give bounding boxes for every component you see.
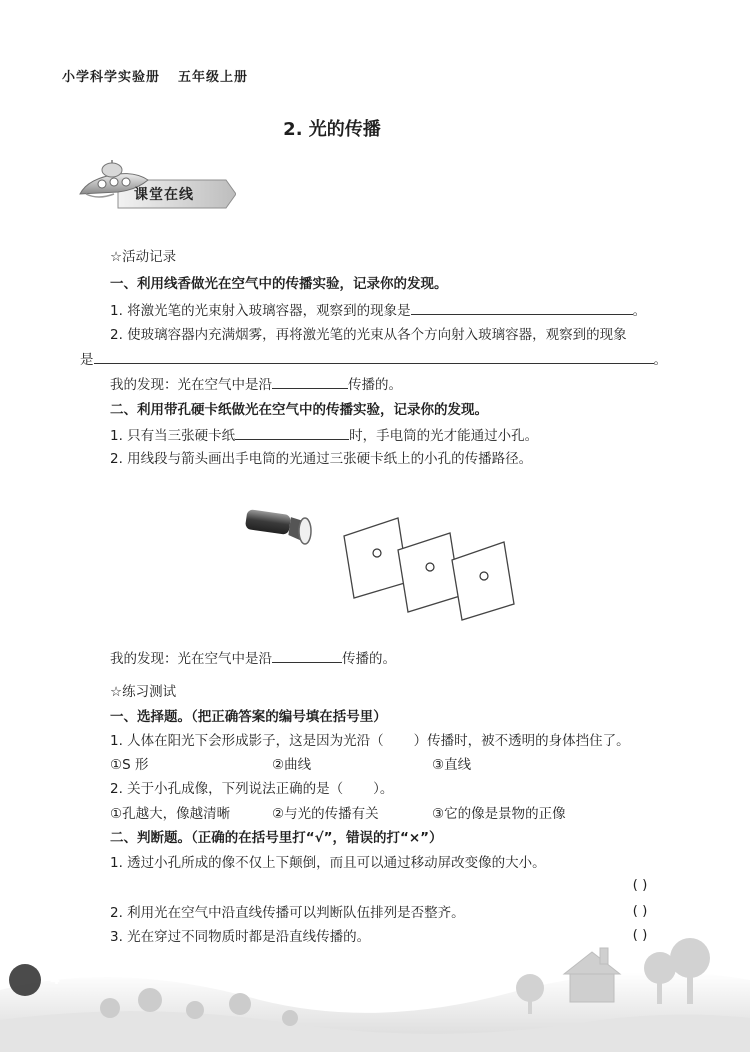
judge-q2-answer[interactable]: ( ) (632, 903, 648, 919)
flashlight-icon (245, 509, 311, 544)
choice-q1-option-3: ③直线 (432, 757, 472, 773)
part2-q2: 2. 用线段与箭头画出手电筒的光通过三张硬卡纸上的小孔的传播路径。 (110, 451, 533, 467)
finding-suffix: 传播的。 (342, 651, 396, 667)
lesson-title: 2. 光的传播 (283, 119, 381, 140)
part1-heading: 一、利用线香做光在空气中的传播实验，记录你的发现。 (110, 276, 448, 292)
period: 。 (653, 352, 667, 368)
part2-q1-suffix: 时，手电筒的光才能通过小孔。 (349, 428, 539, 444)
part1-q1-text: 1. 将激光笔的光束射入玻璃容器，观察到的现象是 (110, 303, 411, 319)
period: 。 (632, 303, 647, 319)
judge-heading: 二、判断题。（正确的在括号里打“√”，错误的打“×”） (110, 830, 443, 846)
judge-q3: 3. 光在穿过不同物质时都是沿直线传播的。 (110, 929, 371, 945)
flashlight-cards-illustration (240, 498, 540, 628)
part1-q1 (110, 300, 646, 321)
activity-heading: ☆活动记录 (110, 249, 177, 265)
footer-scenery (0, 930, 750, 1052)
part2-q1 (110, 425, 538, 446)
house-icon (564, 948, 620, 1002)
choice-q1-option-2: ②曲线 (272, 757, 312, 773)
choice-q2-suffix: ）。 (373, 781, 394, 797)
card-3 (452, 542, 514, 620)
page-number: 4 (50, 972, 60, 988)
choice-q2-option-3: ③它的像是景物的正像 (432, 806, 566, 822)
judge-q3-answer[interactable]: ( ) (632, 927, 648, 943)
section-badge-label: 课堂在线 (134, 187, 194, 203)
choice-q2-option-1: ①孔越大，像越清晰 (110, 806, 231, 822)
part1-q1-blank[interactable] (411, 300, 633, 315)
choice-heading: 一、选择题。（把正确答案的编号填在括号里） (110, 709, 387, 725)
judge-q1: 1. 透过小孔所成的像不仅上下颠倒，而且可以通过移动屏改变像的大小。 (110, 855, 546, 871)
part2-heading: 二、利用带孔硬卡纸做光在空气中的传播实验，记录你的发现。 (110, 402, 488, 418)
card-2 (398, 533, 460, 612)
finding-suffix: 传播的。 (348, 377, 402, 393)
part1-q2: 2. 使玻璃容器内充满烟雾，再将激光笔的光束从各个方向射入玻璃容器，观察到的现象 (110, 327, 627, 343)
part2-finding-blank[interactable] (272, 648, 342, 663)
choice-q2-prefix: 2. 关于小孔成像，下列说法正确的是（ (110, 781, 344, 797)
practice-heading: ☆练习测试 (110, 684, 177, 700)
part1-finding-blank[interactable] (272, 374, 348, 389)
choice-q1-suffix: ）传播时，被不透明的身体挡住了。 (413, 733, 630, 749)
part2-finding (110, 648, 396, 669)
choice-q1-option-1: ①S 形 (110, 757, 149, 773)
choice-q2-option-2: ②与光的传播有关 (272, 806, 379, 822)
choice-q2 (110, 779, 393, 799)
part2-q1-prefix: 1. 只有当三张硬卡纸 (110, 428, 236, 444)
part1-q2-blank[interactable] (94, 349, 654, 364)
book-title: 小学科学实验册 (62, 70, 161, 85)
choice-q1-prefix: 1. 人体在阳光下会形成影子，这是因为光沿（ (110, 733, 384, 749)
book-header (62, 66, 248, 85)
judge-q2: 2. 利用光在空气中沿直线传播可以判断队伍排列是否整齐。 (110, 905, 465, 921)
finding-prefix: 我的发现：光在空气中是沿 (110, 651, 272, 667)
part2-q1-blank[interactable] (235, 425, 349, 440)
part1-finding (110, 374, 402, 395)
finding-prefix: 我的发现：光在空气中是沿 (110, 377, 272, 393)
choice-q1 (110, 731, 630, 751)
card-1 (344, 518, 408, 598)
grade-label: 五年级上册 (178, 70, 249, 85)
part1-q2-cont (80, 349, 667, 370)
part1-q2-cont-text: 是 (80, 352, 94, 368)
judge-q1-answer[interactable]: ( ) (632, 877, 648, 893)
